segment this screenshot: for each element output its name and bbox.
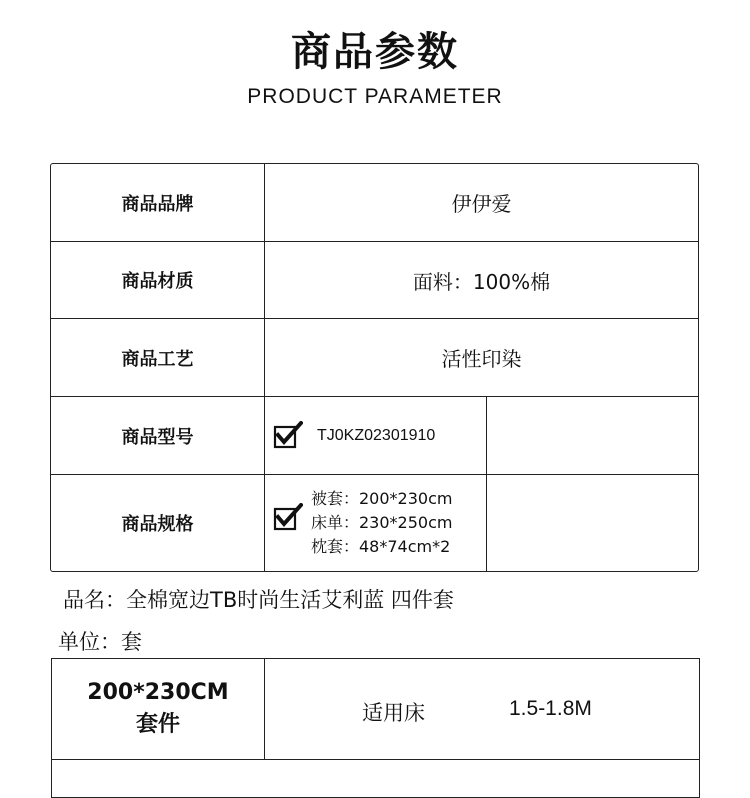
table-row-brand bbox=[51, 164, 698, 242]
table-row-model bbox=[51, 397, 698, 475]
spec-label: 商品规格 bbox=[51, 475, 265, 571]
size-table bbox=[51, 658, 700, 798]
checkbox-checked-icon bbox=[273, 503, 303, 531]
size-row bbox=[52, 659, 699, 760]
size-label bbox=[52, 659, 265, 759]
model-value: TJ0KZ02301910 bbox=[317, 426, 436, 444]
spec-line-duvet: 被套：200*230cm bbox=[311, 489, 453, 508]
size-label-dimensions: 200*230CM bbox=[87, 680, 229, 705]
parameter-table bbox=[50, 163, 699, 572]
spec-value-cell bbox=[265, 475, 487, 571]
product-name: 品名：全棉宽边TB时尚生活艾利蓝 四件套 bbox=[63, 588, 454, 612]
spec-lines bbox=[311, 487, 452, 559]
checkbox-checked-icon bbox=[273, 421, 303, 449]
bed-label: 适用床 bbox=[362, 701, 425, 725]
model-label: 商品型号 bbox=[51, 397, 265, 474]
page-subtitle: PRODUCT PARAMETER bbox=[247, 85, 503, 108]
unit: 单位：套 bbox=[58, 630, 142, 654]
spec-line-sheet: 床单：230*250cm bbox=[311, 513, 453, 532]
material-label: 商品材质 bbox=[51, 242, 265, 318]
spec-line-pillowcase: 枕套：48*74cm*2 bbox=[311, 537, 451, 556]
bed-value: 1.5-1.8M bbox=[509, 697, 592, 720]
page-title: 商品参数 bbox=[291, 29, 459, 75]
table-row-spec bbox=[51, 475, 698, 571]
size-label-set: 套件 bbox=[135, 712, 180, 737]
craft-value: 活性印染 bbox=[441, 347, 522, 371]
table-row-craft bbox=[51, 319, 698, 397]
table-row-material bbox=[51, 242, 698, 319]
craft-label: 商品工艺 bbox=[51, 319, 265, 396]
material-value: 面料：100%棉 bbox=[412, 269, 551, 294]
model-value-cell bbox=[265, 397, 487, 474]
brand-label: 商品品牌 bbox=[51, 164, 265, 241]
brand-value: 伊伊爱 bbox=[451, 192, 512, 216]
